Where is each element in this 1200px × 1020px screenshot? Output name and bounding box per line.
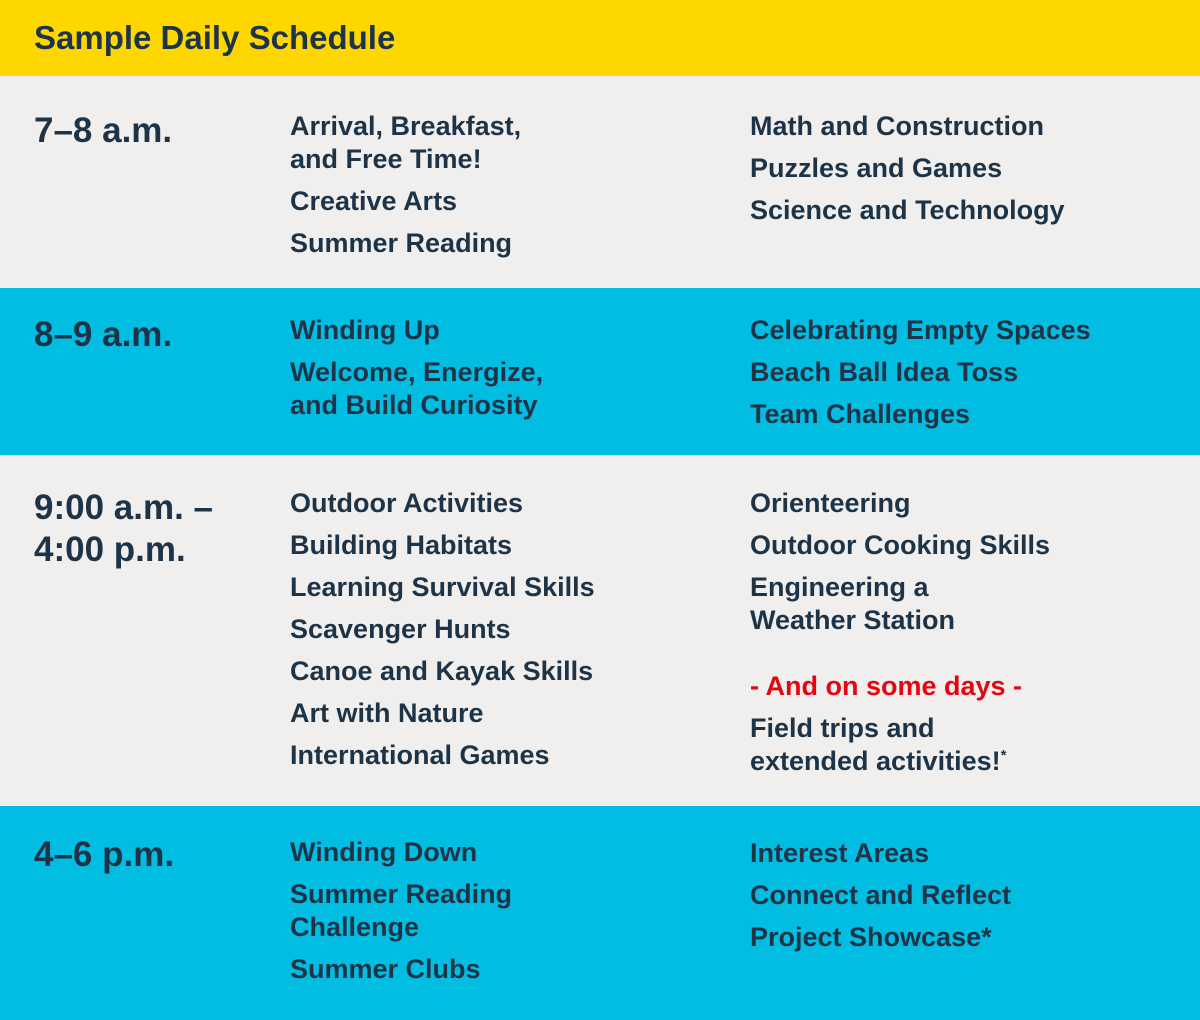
activity-item: Summer Clubs — [290, 954, 481, 984]
activity-item: Connect and Reflect — [750, 880, 1012, 910]
activity-column-1 — [290, 487, 720, 781]
schedule-row-7-8am — [0, 76, 1200, 288]
activity-item: Science and Technology — [750, 195, 1065, 225]
time-slot: 9:00 a.m. – 4:00 p.m. — [34, 488, 213, 569]
activity-item: Learning Survival Skills — [290, 572, 595, 602]
activity-item: Outdoor Cooking Skills — [750, 530, 1051, 560]
activity-item: Team Challenges — [750, 399, 971, 429]
activity-item: Winding Down — [290, 837, 478, 867]
field-trips-text: Field trips and extended activities! — [750, 713, 1001, 776]
schedule-row-8-9am — [0, 288, 1200, 455]
activity-column-2 — [750, 487, 1180, 787]
activity-column-2 — [750, 110, 1180, 236]
activity-item: Summer Reading — [290, 228, 513, 258]
activity-column-1 — [290, 314, 720, 431]
activity-column-2 — [750, 837, 1180, 963]
time-slot: 8–9 a.m. — [34, 315, 173, 354]
schedule-header — [0, 0, 1200, 76]
activity-item: International Games — [290, 740, 550, 770]
activity-item: Arrival, Breakfast, and Free Time! — [290, 111, 522, 174]
activity-item: Winding Up — [290, 315, 440, 345]
activity-item: Summer Reading Challenge — [290, 879, 513, 942]
activity-column-1 — [290, 110, 720, 269]
activity-item: Project Showcase* — [750, 922, 992, 952]
activity-item: Math and Construction — [750, 111, 1044, 141]
activity-item: Art with Nature — [290, 698, 484, 728]
time-slot: 4–6 p.m. — [34, 835, 175, 874]
activity-item: Engineering a Weather Station — [750, 572, 956, 635]
schedule-row-9am-4pm — [0, 455, 1200, 806]
activity-item: Creative Arts — [290, 186, 458, 216]
activity-column-2 — [750, 314, 1180, 440]
activity-item: Celebrating Empty Spaces — [750, 315, 1091, 345]
activity-item: Building Habitats — [290, 530, 512, 560]
activity-item: Welcome, Energize, and Build Curiosity — [290, 357, 544, 420]
activity-item: Interest Areas — [750, 838, 930, 868]
page-title: Sample Daily Schedule — [34, 19, 396, 56]
activity-item: Orienteering — [750, 488, 911, 518]
time-slot: 7–8 a.m. — [34, 111, 173, 150]
schedule-row-4-6pm — [0, 806, 1200, 1020]
some-days-note: - And on some days - — [750, 671, 1023, 701]
activity-item: Scavenger Hunts — [290, 614, 511, 644]
activity-item: Canoe and Kayak Skills — [290, 656, 594, 686]
footnote-marker: * — [1000, 747, 1007, 764]
activity-item: Beach Ball Idea Toss — [750, 357, 1019, 387]
activity-item: Outdoor Activities — [290, 488, 524, 518]
activity-column-1 — [290, 836, 720, 995]
activity-item: Puzzles and Games — [750, 153, 1003, 183]
field-trips-item — [750, 712, 1180, 778]
